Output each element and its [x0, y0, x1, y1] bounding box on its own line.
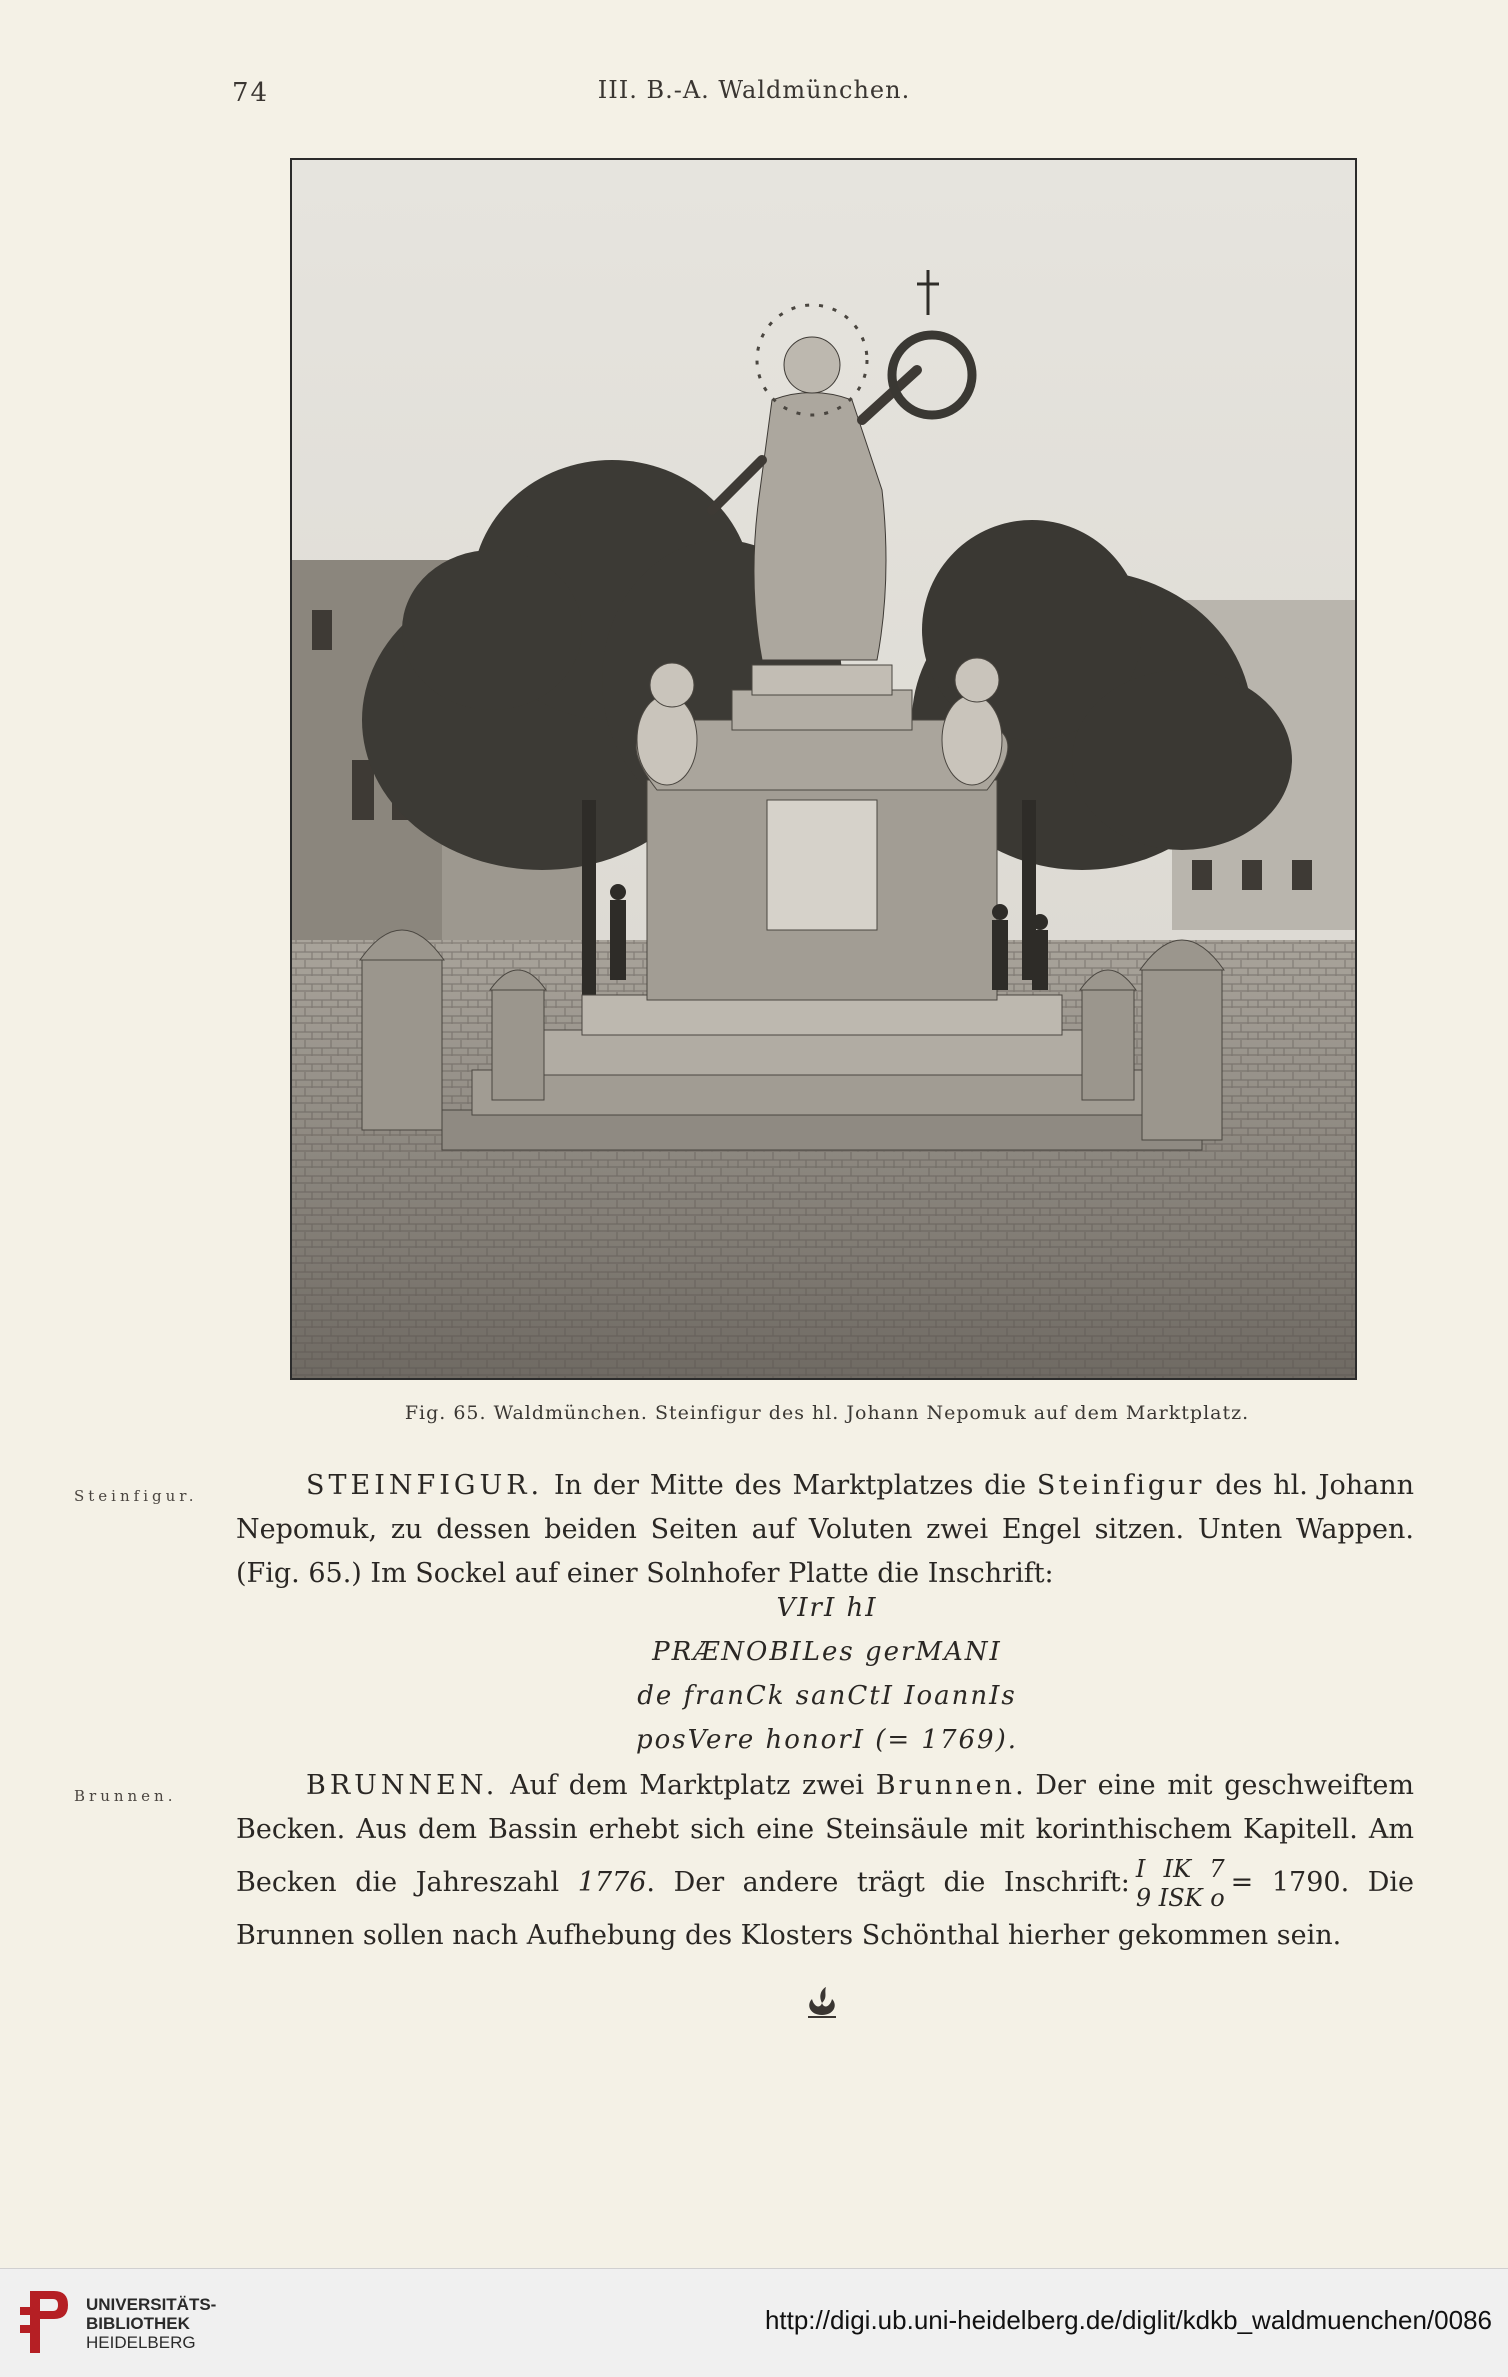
text-line: Becken. Aus dem Bassin erhebt sich eine Steinsäule mit korinthischem Kapitell. Am [236, 1814, 1414, 1845]
figure-caption: Fig. 65. Waldmünchen. Steinfigur des hl. Johann Nepomuk auf dem Marktplatz. [404, 1402, 1250, 1424]
text-span: . Der andere trägt die Inschrift: [646, 1867, 1130, 1898]
fraction-bottom: 9 ISK o [1135, 1884, 1225, 1912]
margin-note-steinfigur: Steinfigur. [74, 1487, 198, 1505]
page-number: 74 [232, 78, 270, 108]
inscription-line: posVere honorI (= 1769). [635, 1725, 1019, 1755]
text-span: In der Mitte des Marktplatzes die [543, 1470, 1037, 1501]
text-line: (Fig. 65.) Im Sockel auf einer Solnhofer Platte die Inschrift: [236, 1558, 1054, 1589]
library-name-line: HEIDELBERG [86, 2333, 196, 2352]
text-line [236, 1764, 1414, 1808]
section-heading-brunnen: BRUNNEN. [306, 1770, 499, 1801]
spaced-term: Steinfigur [1036, 1470, 1205, 1501]
text-line [236, 1852, 1414, 1914]
text-line: Brunnen sollen nach Aufhebung des Klosters Schönthal hierher gekommen sein. [236, 1920, 1342, 1951]
inscription-line: de franCk sanCtI IoannIs [637, 1681, 1017, 1711]
inscription [0, 1586, 1508, 1762]
photo-illustration [292, 160, 1355, 1378]
figure-photo-nepomuk-statue [290, 158, 1357, 1380]
section-heading-steinfigur: STEINFIGUR. [306, 1470, 544, 1501]
inscription-line: PRÆNOBILes gerMANI [652, 1637, 1002, 1667]
text-line [236, 1464, 1414, 1508]
text-span: Auf dem Marktplatz zwei [498, 1770, 876, 1801]
running-title: III. B.-A. Waldmünchen. [597, 76, 911, 104]
text-span: Becken die Jahreszahl [236, 1867, 578, 1898]
inscription-fraction [1136, 1855, 1225, 1912]
library-footer [0, 2268, 1508, 2377]
source-url-link[interactable]: http://digi.ub.uni-heidelberg.de/diglit/kdkb_waldmuenchen/0086 [764, 2305, 1492, 2335]
year-1776: 1776 [577, 1867, 647, 1898]
library-name-line: UNIVERSITÄTS- [86, 2295, 217, 2314]
paragraph-steinfigur [236, 1464, 1414, 1596]
text-line: Nepomuk, zu dessen beiden Seiten auf Voluten zwei Engel sitzen. Unten Wappen. [236, 1514, 1414, 1545]
margin-note-brunnen: Brunnen. [74, 1787, 177, 1805]
fleuron-ornament-icon [800, 1985, 844, 2021]
text-span: = 1790. Die [1230, 1867, 1415, 1898]
paragraph-brunnen [236, 1764, 1414, 1958]
library-name-line: BIBLIOTHEK [86, 2314, 190, 2333]
text-span: des hl. Johann [1204, 1470, 1414, 1501]
text-span: . Der eine mit geschweiftem [1015, 1770, 1415, 1801]
spaced-term: Brunnen [875, 1770, 1016, 1801]
university-library-logo-icon[interactable] [16, 2285, 74, 2359]
inscription-line: VIrI hI [776, 1593, 878, 1623]
fraction-top: I IK 7 [1135, 1855, 1225, 1883]
library-name [86, 2295, 216, 2352]
